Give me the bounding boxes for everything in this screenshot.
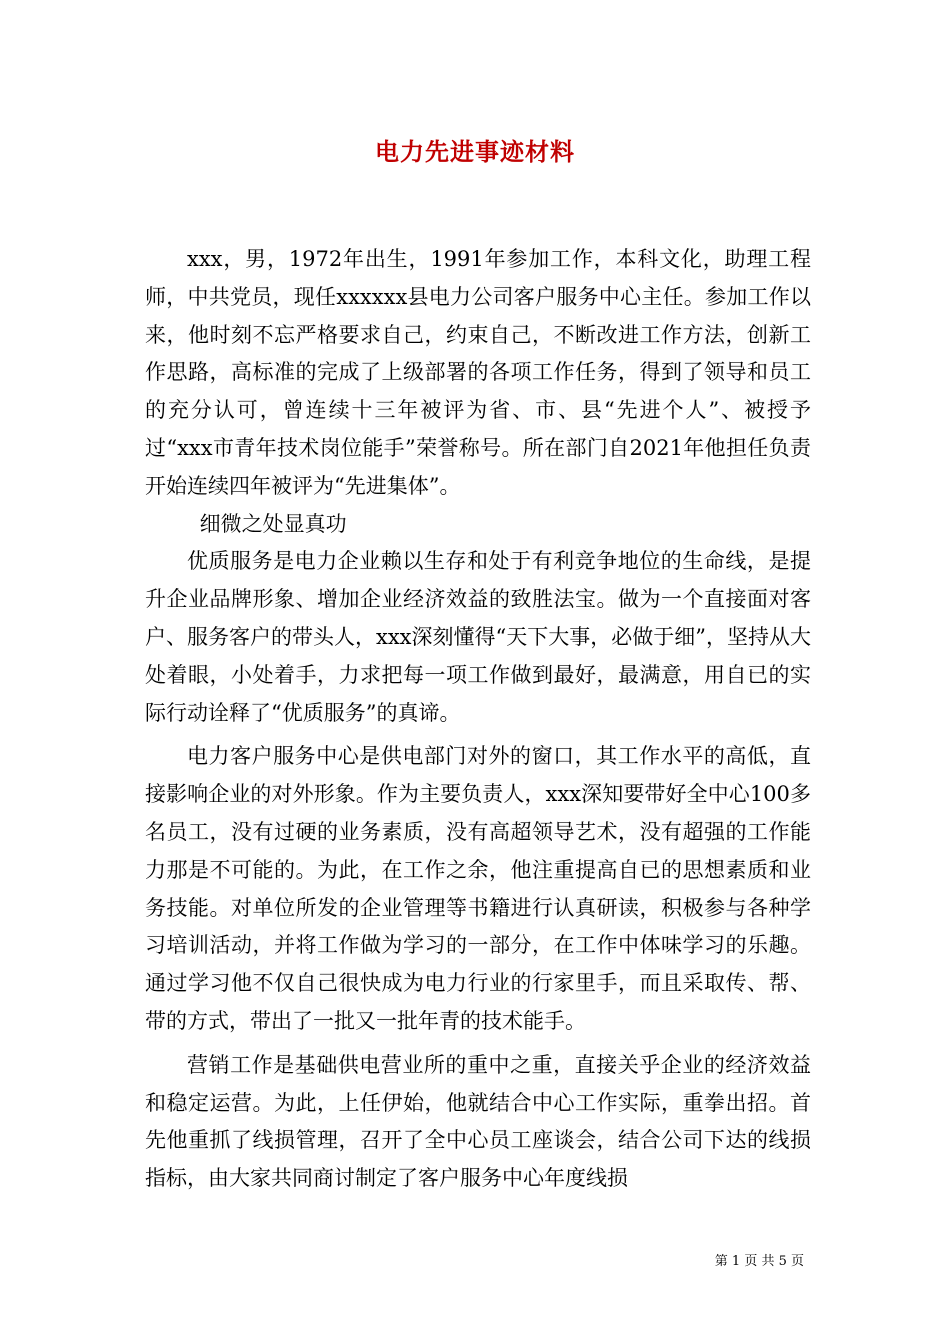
section-heading: 细微之处显真功	[199, 511, 347, 536]
paragraph-intro: xxx，男，1972年出生，1991年参加工作，本科文化，助理工程师，中共党员，现任xxxxxx县电力公司客户服务中心主任。参加工作以来，他时刻不忘严格要求自己，约束自己，不断改进工作方法，创新工作思路，高标准的完成了上级部署的各项工作任务，得到了领导和员工的充分认可，曾连续十三年被评为省、市、县“先进个人”、被授予过“xxx市青年技术岗位能手”荣誉称号。所在部门自2021年他担任负责开始连续四年被评为“先进集体”。	[145, 247, 811, 498]
page-number: 第 1 页 共 5 页	[714, 1254, 804, 1269]
document-body	[145, 241, 811, 1198]
paragraph-service: 优质服务是电力企业赖以生存和处于有利竞争地位的生命线，是提升企业品牌形象、增加企业经济效益的致胜法宝。做为一个直接面对客户、服务客户的带头人，xxx深刻懂得“天下大事，必做于细”，坚持从大处着眼，小处着手，力求把每一项工作做到最好，最满意，用自已的实际行动诠释了“优质服务”的真谛。	[145, 549, 811, 725]
paragraph-marketing: 营销工作是基础供电营业所的重中之重，直接关乎企业的经济效益和稳定运营。为此，上任伊始，他就结合中心工作实际，重拳出招。首先他重抓了线损管理，召开了全中心员工座谈会，结合公司下达的线损指标，由大家共同商讨制定了客户服务中心年度线损	[145, 1052, 811, 1191]
document-title: 电力先进事迹材料	[375, 138, 575, 166]
paragraph-center: 电力客户服务中心是供电部门对外的窗口，其工作水平的高低，直接影响企业的对外形象。作为主要负责人，xxx深知要带好全中心100多名员工，没有过硬的业务素质，没有高超领导艺术，没有超强的工作能力那是不可能的。为此，在工作之余，他注重提高自已的思想素质和业务技能。对单位所发的企业管理等书籍进行认真研读，积极参与各种学习培训活动，并将工作做为学习的一部分，在工作中体味学习的乐趣。通过学习他不仅自己很快成为电力行业的行家里手，而且采取传、帮、带的方式，带出了一批又一批年青的技术能手。	[145, 744, 811, 1033]
